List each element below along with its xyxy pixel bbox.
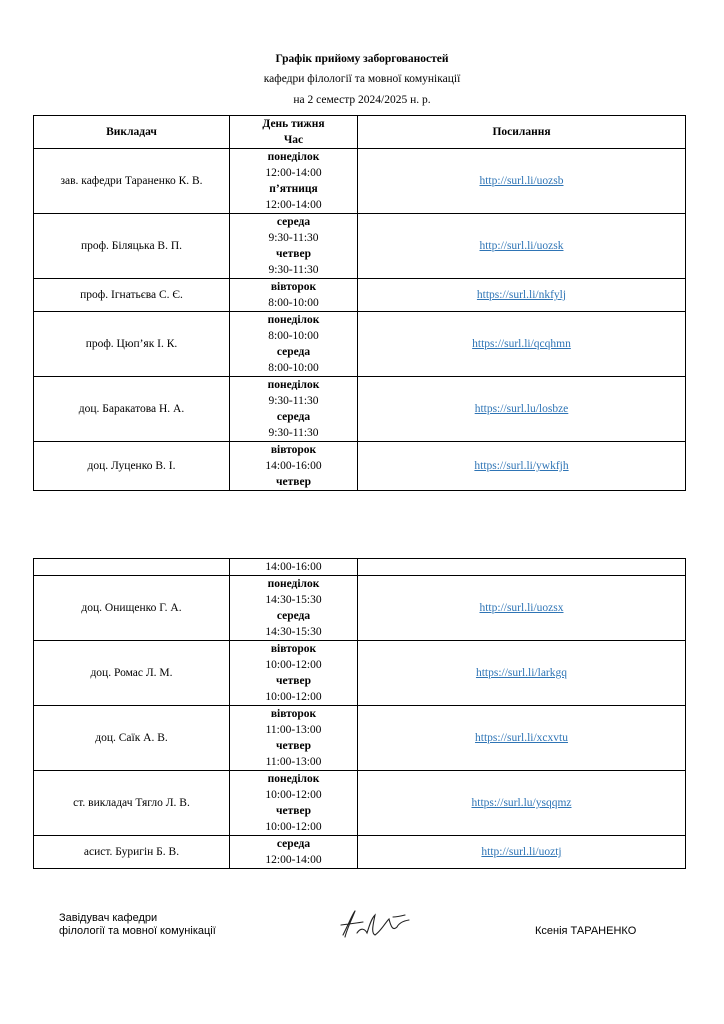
link-cell — [358, 214, 686, 279]
day-time-cell — [230, 836, 358, 869]
teacher-cell: доц. Саїк А. В. — [34, 706, 230, 771]
time-text: 11:00-13:00 — [265, 724, 322, 736]
time-text: 8:00-10:00 — [268, 330, 319, 342]
meeting-link[interactable]: https://surl.li/nkfylj — [476, 289, 567, 301]
time-text: 12:00-14:00 — [265, 167, 322, 179]
document-title: Графік прийому заборгованостей — [275, 53, 449, 65]
table-row — [34, 771, 686, 836]
weekday-text: вівторок — [270, 708, 317, 720]
meeting-link[interactable]: http://surl.li/uoztj — [481, 846, 562, 858]
link-cell — [358, 279, 686, 312]
meeting-link[interactable]: https://surl.li/qcqhmn — [472, 338, 571, 350]
link-cell — [358, 576, 686, 641]
weekday-text: середа — [276, 610, 311, 622]
day-time-cell — [230, 706, 358, 771]
weekday-text: четвер — [276, 740, 311, 752]
time-text: 14:30-15:30 — [265, 594, 322, 606]
teacher-cell: проф. Цюп’як І. К. — [34, 312, 230, 377]
weekday-text: п’ятниця — [269, 183, 318, 195]
day-time-cell — [230, 641, 358, 706]
time-text: 12:00-14:00 — [265, 199, 322, 211]
table-row — [34, 377, 686, 442]
weekday-text: середа — [276, 346, 311, 358]
footer-position-line2: філології та мовної комунікації — [59, 925, 216, 937]
teacher-cell — [34, 559, 230, 576]
link-cell — [358, 442, 686, 491]
weekday-text: понеділок — [267, 578, 320, 590]
time-text: 9:30-11:30 — [268, 264, 319, 276]
header-teacher: Викладач — [34, 116, 230, 149]
footer-position — [59, 912, 216, 938]
meeting-link[interactable]: https://surl.lu/losbze — [474, 403, 569, 415]
teacher-cell: доц. Баракатова Н. А. — [34, 377, 230, 442]
meeting-link[interactable]: http://surl.li/uozsk — [479, 240, 564, 252]
link-cell — [358, 312, 686, 377]
time-text: 8:00-10:00 — [268, 297, 319, 309]
time-text: 10:00-12:00 — [265, 659, 322, 671]
schedule-table-page-2 — [33, 558, 686, 869]
table-row — [34, 641, 686, 706]
time-text: 14:00-16:00 — [265, 460, 322, 472]
day-time-cell — [230, 312, 358, 377]
teacher-cell: асист. Буригін Б. В. — [34, 836, 230, 869]
teacher-cell: проф. Біляцька В. П. — [34, 214, 230, 279]
header-day-time — [230, 116, 358, 149]
day-time-cell — [230, 771, 358, 836]
table-row — [34, 149, 686, 214]
time-text: 14:00-16:00 — [265, 561, 322, 573]
weekday-text: середа — [276, 216, 311, 228]
weekday-text: середа — [276, 411, 311, 423]
link-cell — [358, 377, 686, 442]
signatory-name: Ксенія ТАРАНЕНКО — [535, 925, 637, 937]
meeting-link[interactable]: https://surl.li/xcxvtu — [475, 732, 568, 744]
meeting-link[interactable]: https://surl.lu/ysqqmz — [471, 797, 572, 809]
weekday-text: четвер — [276, 476, 311, 488]
weekday-text: понеділок — [267, 314, 320, 326]
header-time: Час — [283, 134, 304, 146]
table-row — [34, 312, 686, 377]
weekday-text: четвер — [276, 805, 311, 817]
teacher-cell: доц. Онищенко Г. А. — [34, 576, 230, 641]
weekday-text: середа — [276, 838, 311, 850]
meeting-link[interactable]: http://surl.li/uozsx — [479, 602, 564, 614]
weekday-text: понеділок — [267, 151, 320, 163]
weekday-text: вівторок — [270, 281, 317, 293]
day-time-cell — [230, 279, 358, 312]
table-row — [34, 214, 686, 279]
teacher-cell: проф. Ігнатьєва С. Є. — [34, 279, 230, 312]
table-header-row — [34, 116, 686, 149]
weekday-text: вівторок — [270, 643, 317, 655]
meeting-link[interactable]: https://surl.li/larkgq — [475, 667, 568, 679]
time-text: 9:30-11:30 — [268, 427, 319, 439]
table-row — [34, 279, 686, 312]
time-text: 10:00-12:00 — [265, 789, 322, 801]
weekday-text: понеділок — [267, 773, 320, 785]
table-row — [34, 576, 686, 641]
teacher-cell: зав. кафедри Тараненко К. В. — [34, 149, 230, 214]
teacher-cell: ст. викладач Тягло Л. В. — [34, 771, 230, 836]
link-cell — [358, 559, 686, 576]
weekday-text: четвер — [276, 675, 311, 687]
link-cell — [358, 706, 686, 771]
table-row-continuation — [34, 559, 686, 576]
link-cell — [358, 836, 686, 869]
day-time-cell — [230, 149, 358, 214]
day-time-cell — [230, 576, 358, 641]
meeting-link[interactable]: https://surl.li/ywkfjh — [474, 460, 569, 472]
day-time-cell — [230, 214, 358, 279]
day-time-cell — [230, 377, 358, 442]
day-time-cell — [230, 442, 358, 491]
teacher-cell: доц. Ромас Л. М. — [34, 641, 230, 706]
semester-line: на 2 семестр 2024/2025 н. р. — [293, 94, 431, 106]
time-text: 10:00-12:00 — [265, 821, 322, 833]
time-text: 14:30-15:30 — [265, 626, 322, 638]
table-row — [34, 442, 686, 491]
header-link: Посилання — [358, 116, 686, 149]
time-text: 9:30-11:30 — [268, 232, 319, 244]
weekday-text: вівторок — [270, 444, 317, 456]
link-cell — [358, 641, 686, 706]
schedule-table-page-1 — [33, 115, 686, 491]
time-text: 8:00-10:00 — [268, 362, 319, 374]
meeting-link[interactable]: http://surl.li/uozsb — [479, 175, 564, 187]
time-text: 11:00-13:00 — [265, 756, 322, 768]
time-text: 12:00-14:00 — [265, 854, 322, 866]
weekday-text: понеділок — [267, 379, 320, 391]
handwritten-signature — [335, 905, 425, 945]
time-text: 9:30-11:30 — [268, 395, 319, 407]
teacher-cell: доц. Луценко В. І. — [34, 442, 230, 491]
document-subtitle: кафедри філології та мовної комунікації — [263, 73, 461, 85]
day-time-cell — [230, 559, 358, 576]
weekday-text: четвер — [276, 248, 311, 260]
footer-position-line1: Завідувач кафедри — [59, 912, 158, 924]
header-day: День тижня — [262, 118, 325, 130]
link-cell — [358, 149, 686, 214]
table-row — [34, 706, 686, 771]
link-cell — [358, 771, 686, 836]
table-row — [34, 836, 686, 869]
time-text: 10:00-12:00 — [265, 691, 322, 703]
